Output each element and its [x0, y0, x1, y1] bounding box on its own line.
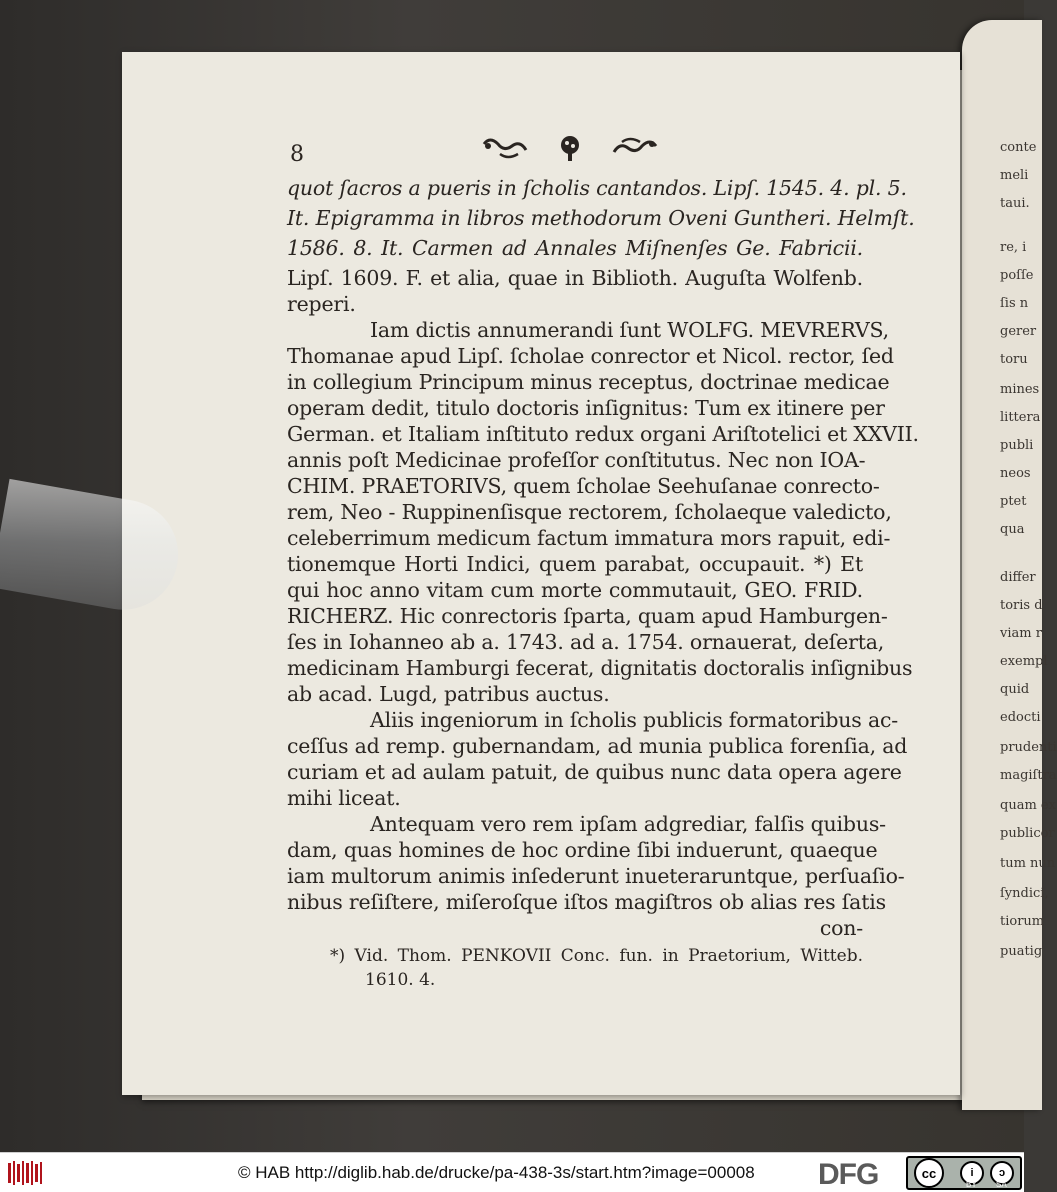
- scroll-left-icon: [480, 134, 530, 164]
- by-label: BY: [966, 1180, 977, 1189]
- text-line: curiam et ad aulam patuit, de quibus nunc data opera agere: [287, 760, 902, 784]
- text-line: qui hoc anno vitam cum morte commutauit, GEO. FRID.: [287, 578, 863, 602]
- facing-page-fragment: mines: [1000, 382, 1040, 397]
- facing-page-fragment: ſyndici,: [1000, 886, 1049, 901]
- text-line: Antequam vero rem ipſam adgrediar, falſis quibus-: [370, 812, 886, 836]
- text-line: reperi.: [287, 292, 356, 316]
- text-line: celeberrimum medicum factum immatura mors rapuit, edi-: [287, 526, 891, 550]
- sa-icon: ↄ: [990, 1161, 1014, 1185]
- hab-logo-icon: [6, 1159, 46, 1187]
- text-line: annis poſt Medicinae profeſſor conſtitutus. Nec non IOA-: [287, 448, 866, 472]
- text-line: rem, Neo - Ruppinenſisque rectorem, ſcholaeque valedicto,: [287, 500, 892, 524]
- text-line: Iam dictis annumerandi ſunt WOLFG. MEVRERVS,: [370, 318, 889, 342]
- text-line: ab acad. Lugd, patribus auctus.: [287, 682, 610, 706]
- facing-page-fragment: meli: [1000, 168, 1029, 183]
- facing-page-fragment: re, i: [1000, 240, 1027, 255]
- facing-page-fragment: magiſtra: [1000, 768, 1057, 783]
- facing-page: [962, 20, 1057, 1110]
- text-line: in collegium Principum minus receptus, doctrinae medicae: [287, 370, 890, 394]
- text-line: medicinam Hamburgi fecerat, dignitatis doctoralis inſignibus: [287, 656, 913, 680]
- facing-page-fragment: gerer: [1000, 324, 1037, 339]
- facing-page-fragment: quid: [1000, 682, 1030, 697]
- text-line: RICHERZ. Hic conrectoris ſparta, quam apud Hamburgen-: [287, 604, 888, 628]
- text-line: Lipſ. 1609. F. et alia, quae in Biblioth. Auguſta Wolfenb.: [287, 266, 863, 290]
- facing-page-fragment: prudenti: [1000, 740, 1057, 755]
- facing-page-fragment: littera: [1000, 410, 1041, 425]
- facing-page-fragment: publicor: [1000, 826, 1055, 841]
- facing-page-fragment: viam r: [1000, 626, 1042, 641]
- sa-label: SA: [996, 1180, 1007, 1189]
- text-line: 1586. 8. It. Carmen ad Annales Miſnenſes Ge. Fabricii.: [287, 236, 863, 260]
- text-line: iam multorum animis inſederunt inueteraruntque, perſuaſio-: [287, 864, 905, 888]
- catchword: con-: [819, 916, 863, 940]
- facing-page-fragment: edocti: [1000, 710, 1041, 725]
- text-line: mihi liceat.: [287, 786, 401, 810]
- flower-icon: [555, 134, 585, 164]
- page-number: 8: [290, 142, 304, 167]
- text-line: quot ſacros a pueris in ſcholis cantandos. Lipſ. 1545. 4. pl. 5.: [287, 176, 907, 200]
- text-line: CHIM. PRAETORIVS, quem ſcholae Seehuſanae conrecto-: [287, 474, 880, 498]
- facing-page-fragment: publi: [1000, 438, 1034, 453]
- facing-page-fragment: differ: [1000, 570, 1036, 585]
- header-ornament: [480, 132, 660, 166]
- facing-page-fragment: ſis n: [1000, 296, 1029, 311]
- text-line: ſes in Iohanneo ab a. 1743. ad a. 1754. ornauerat, deſerta,: [287, 630, 885, 654]
- facing-page-fragment: tiorum: [1000, 914, 1045, 929]
- facing-page-fragment: tum nun: [1000, 856, 1056, 871]
- text-line: It. Epigramma in libros methodorum Oveni Guntheri. Helmſt.: [287, 206, 915, 230]
- facing-page-fragment: quam ex: [1000, 798, 1056, 813]
- copyright-link[interactable]: © HAB http://diglib.hab.de/drucke/pa-438-3s/start.htm?image=00008: [238, 1163, 755, 1182]
- viewer-footer: [0, 1152, 1024, 1192]
- facing-page-fragment: toru: [1000, 352, 1028, 367]
- text-line: nibus reſiſtere, miſeroſque iſtos magiſtros ob alias res ſatis: [287, 890, 886, 914]
- facing-page-fragment: taui.: [1000, 196, 1030, 211]
- text-line: German. et Italiam inſtituto redux organi Ariſtotelici et XXVII.: [287, 422, 919, 446]
- text-line: Thomanae apud Lipſ. ſcholae conrector et Nicol. rector, ſed: [287, 344, 894, 368]
- scroll-right-icon: [610, 134, 660, 164]
- dfg-logo: DFG: [818, 1158, 879, 1191]
- text-line: ceſſus ad remp. gubernandam, ad munia publica forenſia, ad: [287, 734, 908, 758]
- text-line: dam, quas homines de hoc ordine ſibi induerunt, quaeque: [287, 838, 878, 862]
- cc-by-sa-badge[interactable]: [906, 1156, 1022, 1190]
- facing-page-fragment: poſſe: [1000, 268, 1034, 283]
- facing-page-fragment: exempl: [1000, 654, 1048, 669]
- facing-page-fragment: ptet: [1000, 494, 1027, 509]
- text-line: tionemque Horti Indici, quem parabat, occupauit. *) Et: [287, 552, 863, 576]
- footnote-line: *) Vid. Thom. PENKOVII Conc. fun. in Praetorium, Witteb.: [330, 946, 863, 966]
- facing-page-fragment: qua: [1000, 522, 1025, 537]
- facing-page-fragment: neos: [1000, 466, 1031, 481]
- facing-page-fragment: puatig: [1000, 944, 1043, 959]
- footnote-line: 1610. 4.: [365, 970, 436, 990]
- cc-icon: cc: [914, 1158, 944, 1188]
- by-icon: i: [960, 1161, 984, 1185]
- facing-page-fragment: toris d: [1000, 598, 1043, 613]
- text-line: operam dedit, titulo doctoris inſignitus: Tum ex itinere per: [287, 396, 885, 420]
- text-line: Aliis ingeniorum in ſcholis publicis formatoribus ac-: [370, 708, 898, 732]
- facing-page-fragment: conte: [1000, 140, 1037, 155]
